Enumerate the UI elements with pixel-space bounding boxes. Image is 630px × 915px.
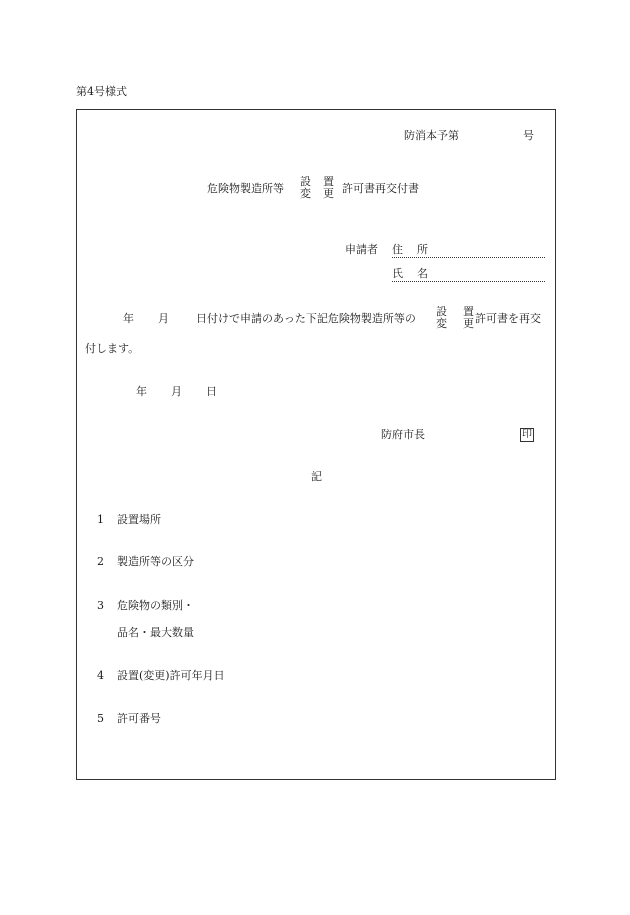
title-prefix: 危険物製造所等: [207, 182, 284, 195]
address-label-1: 住: [392, 243, 403, 256]
title-alt-bottom-2: 更: [323, 187, 334, 200]
body-alt-top-2: 置: [463, 305, 474, 318]
date-day: 日: [206, 385, 217, 398]
date-month: 月: [171, 385, 182, 398]
item-3-number: 3: [97, 599, 104, 612]
item-4-number: 4: [97, 669, 104, 682]
name-label-2: 名: [417, 267, 428, 280]
form-number-label: 第4号様式: [76, 85, 127, 98]
title-suffix: 許可書再交付書: [342, 182, 419, 195]
date-year: 年: [136, 385, 147, 398]
address-field: [392, 244, 545, 258]
title-alt-top-2: 置: [323, 175, 334, 188]
body-text-before: 日付けで申請のあった下記危険物製造所等の: [196, 312, 416, 325]
name-field: [392, 268, 545, 282]
body-alternative-stack: [436, 306, 474, 330]
body-year: 年: [123, 312, 134, 325]
item-1-number: 1: [97, 513, 104, 526]
item-3-label-line2: 品名・最大数量: [117, 626, 194, 639]
item-2-number: 2: [97, 555, 104, 568]
body-alt-bottom-1: 変: [436, 317, 447, 330]
item-3-label: 危険物の類別・: [117, 599, 194, 612]
body-alt-top-1: 設: [436, 305, 447, 318]
title-alternative-stack: [300, 176, 334, 200]
address-label-2: 所: [417, 243, 428, 256]
ki-heading: 記: [311, 470, 322, 483]
body-text-after: 許可書を再交: [475, 312, 541, 325]
item-1-label: 設置場所: [117, 513, 161, 526]
body-alt-bottom-2: 更: [463, 317, 474, 330]
item-2-label: 製造所等の区分: [117, 555, 194, 568]
reference-suffix: 号: [523, 129, 534, 142]
item-5-label: 許可番号: [117, 712, 161, 725]
title-alt-top-1: 設: [300, 175, 311, 188]
item-5-number: 5: [97, 712, 104, 725]
seal-mark: 印: [522, 429, 532, 440]
name-label-1: 氏: [392, 267, 403, 280]
item-4-label: 設置(変更)許可年月日: [117, 669, 225, 682]
body-month: 月: [158, 312, 169, 325]
applicant-label: 申請者: [345, 243, 378, 256]
reference-prefix: 防消本予第: [404, 129, 459, 142]
body-line2: 付します。: [85, 342, 140, 355]
title-alt-bottom-1: 変: [300, 187, 311, 200]
issuer-title: 防府市長: [381, 428, 425, 441]
